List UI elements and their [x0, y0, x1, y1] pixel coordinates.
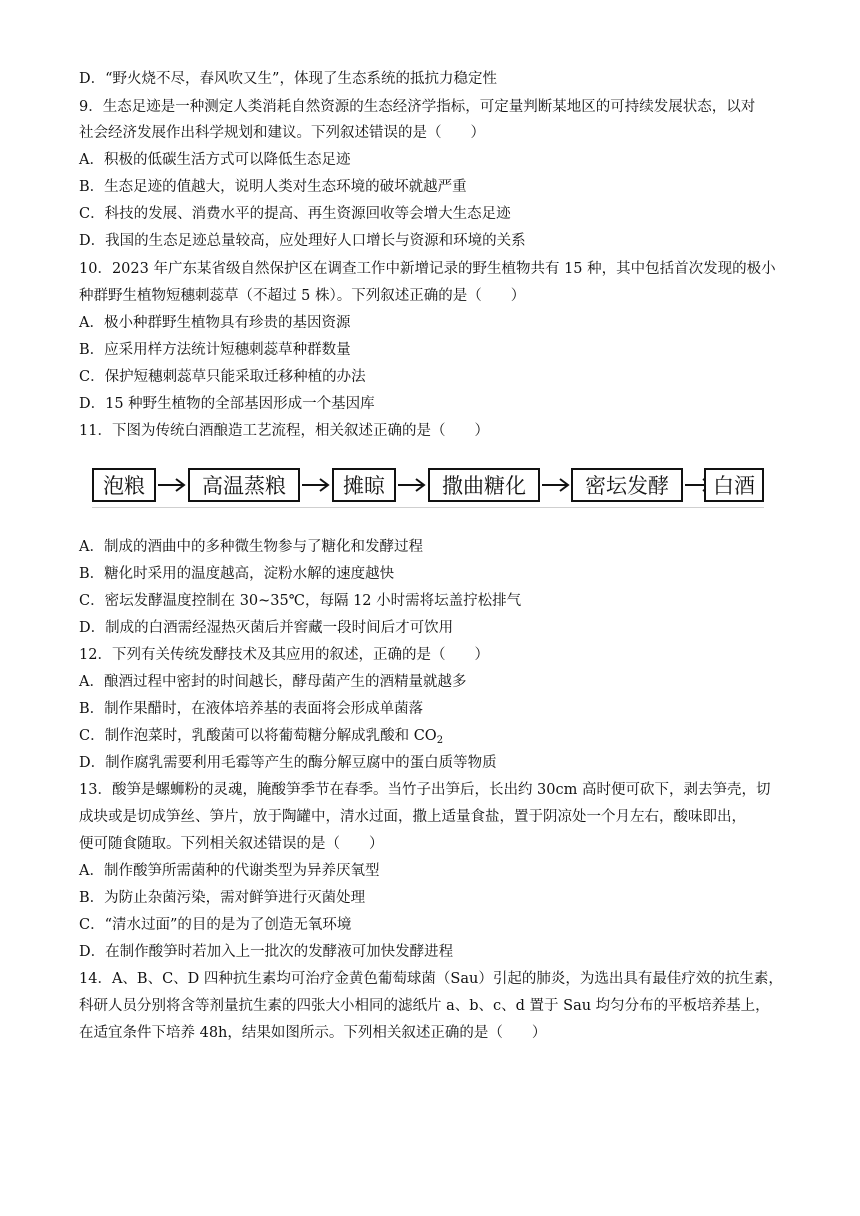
flow-step-soak: 泡粮 [92, 468, 156, 502]
q11-stem: 11．下图为传统白酒酿造工艺流程，相关叙述正确的是（ ） [79, 423, 489, 439]
q9-option-d: D．我国的生态足迹总量较高，应处理好人口增长与资源和环境的关系 [79, 233, 526, 249]
divider [92, 507, 764, 508]
q9-stem-1: 9．生态足迹是一种测定人类消耗自然资源的生态经济学指标，可定量判断某地区的可持续发展状态，以对 [79, 99, 756, 115]
q10-stem-1: 10．2023 年广东某省级自然保护区在调查工作中新增记录的野生植物共有 15 种，其中包括首次发现的极小 [79, 261, 776, 277]
q10-stem-2: 种群野生植物短穗刺蕊草（不超过 5 株）。下列叙述正确的是（ ） [79, 288, 526, 304]
q10-option-c: C．保护短穗刺蕊草只能采取迁移种植的办法 [79, 369, 366, 385]
q11-option-d: D．制成的白酒需经湿热灭菌后并窖藏一段时间后才可饮用 [79, 620, 454, 636]
q12-option-d: D．制作腐乳需要利用毛霉等产生的酶分解豆腐中的蛋白质等物质 [79, 755, 497, 771]
q12-option-c-text: C．制作泡菜时，乳酸菌可以将葡萄糖分解成乳酸和 CO [79, 728, 437, 744]
q13-stem-2: 成块或是切成笋丝、笋片，放于陶罐中，清水过面，撒上适量食盐，置于阴凉处一个月左右，酸味即出， [79, 809, 746, 825]
q13-stem-1: 13．酸笋是螺蛳粉的灵魂，腌酸笋季节在春季。当竹子出笋后，长出约 30cm 高时便可砍下，剥去笋壳，切 [79, 782, 771, 798]
q9-stem-2: 社会经济发展作出科学规划和建议。下列叙述错误的是（ ） [79, 125, 485, 141]
flow-step-liquor: 白酒 [704, 468, 764, 502]
q9-option-b: B．生态足迹的值越大，说明人类对生态环境的破坏就越严重 [79, 179, 467, 195]
arrow-right-icon [541, 475, 571, 495]
q10-option-a: A．极小种群野生植物具有珍贵的基因资源 [79, 315, 351, 331]
q14-stem-2: 科研人员分别将含等剂量抗生素的四张大小相同的滤纸片 a、b、c、d 置于 Sau 均匀分布的平板培养基上， [79, 998, 770, 1014]
q13-option-a: A．制作酸笋所需菌种的代谢类型为异养厌氧型 [79, 863, 380, 879]
q14-stem-1: 14．A、B、C、D 四种抗生素均可治疗金黄色葡萄球菌（Sau）引起的肺炎，为选出具有最佳疗效的抗生素， [79, 971, 783, 987]
q12-option-b: B．制作果醋时，在液体培养基的表面将会形成单菌落 [79, 701, 424, 717]
arrow-right-icon [301, 475, 331, 495]
q13-option-c: C．“清水过面”的目的是为了创造无氧环境 [79, 917, 352, 933]
flow-step-ferment: 密坛发酵 [571, 468, 683, 502]
arrow-right-icon [157, 475, 187, 495]
q9-option-a: A．积极的低碳生活方式可以降低生态足迹 [79, 152, 351, 168]
flow-step-saccharify: 撒曲糖化 [428, 468, 540, 502]
q12-option-a: A．酿酒过程中密封的时间越长，酵母菌产生的酒精量就越多 [79, 674, 467, 690]
q11-option-a: A．制成的酒曲中的多种微生物参与了糖化和发酵过程 [79, 539, 423, 555]
flow-step-cool: 摊晾 [332, 468, 396, 502]
q12-stem: 12．下列有关传统发酵技术及其应用的叙述，正确的是（ ） [79, 647, 489, 663]
flow-step-steam: 高温蒸粮 [188, 468, 300, 502]
q14-stem-3: 在适宜条件下培养 48h，结果如图所示。下列相关叙述正确的是（ ） [79, 1025, 547, 1041]
q13-option-b: B．为防止杂菌污染，需对鲜笋进行灭菌处理 [79, 890, 366, 906]
q11-option-b: B．糖化时采用的温度越高，淀粉水解的速度越快 [79, 566, 395, 582]
q10-option-b: B．应采用样方法统计短穗刺蕊草种群数量 [79, 342, 351, 358]
q13-stem-3: 便可随食随取。下列相关叙述错误的是（ ） [79, 836, 384, 852]
q9-option-c: C．科技的发展、消费水平的提高、再生资源回收等会增大生态足迹 [79, 206, 511, 222]
q13-option-d: D．在制作酸笋时若加入上一批次的发酵液可加快发酵进程 [79, 944, 454, 960]
arrow-right-icon [397, 475, 427, 495]
process-flowchart [92, 465, 764, 509]
q12-option-c [79, 726, 443, 751]
q8-option-d: D．“野火烧不尽，春风吹又生”，体现了生态系统的抵抗力稳定性 [79, 71, 497, 87]
subscript: 2 [436, 735, 444, 746]
q11-option-c: C．密坛发酵温度控制在 30~35℃，每隔 12 小时需将坛盖拧松排气 [79, 593, 522, 609]
q10-option-d: D．15 种野生植物的全部基因形成一个基因库 [79, 396, 375, 412]
